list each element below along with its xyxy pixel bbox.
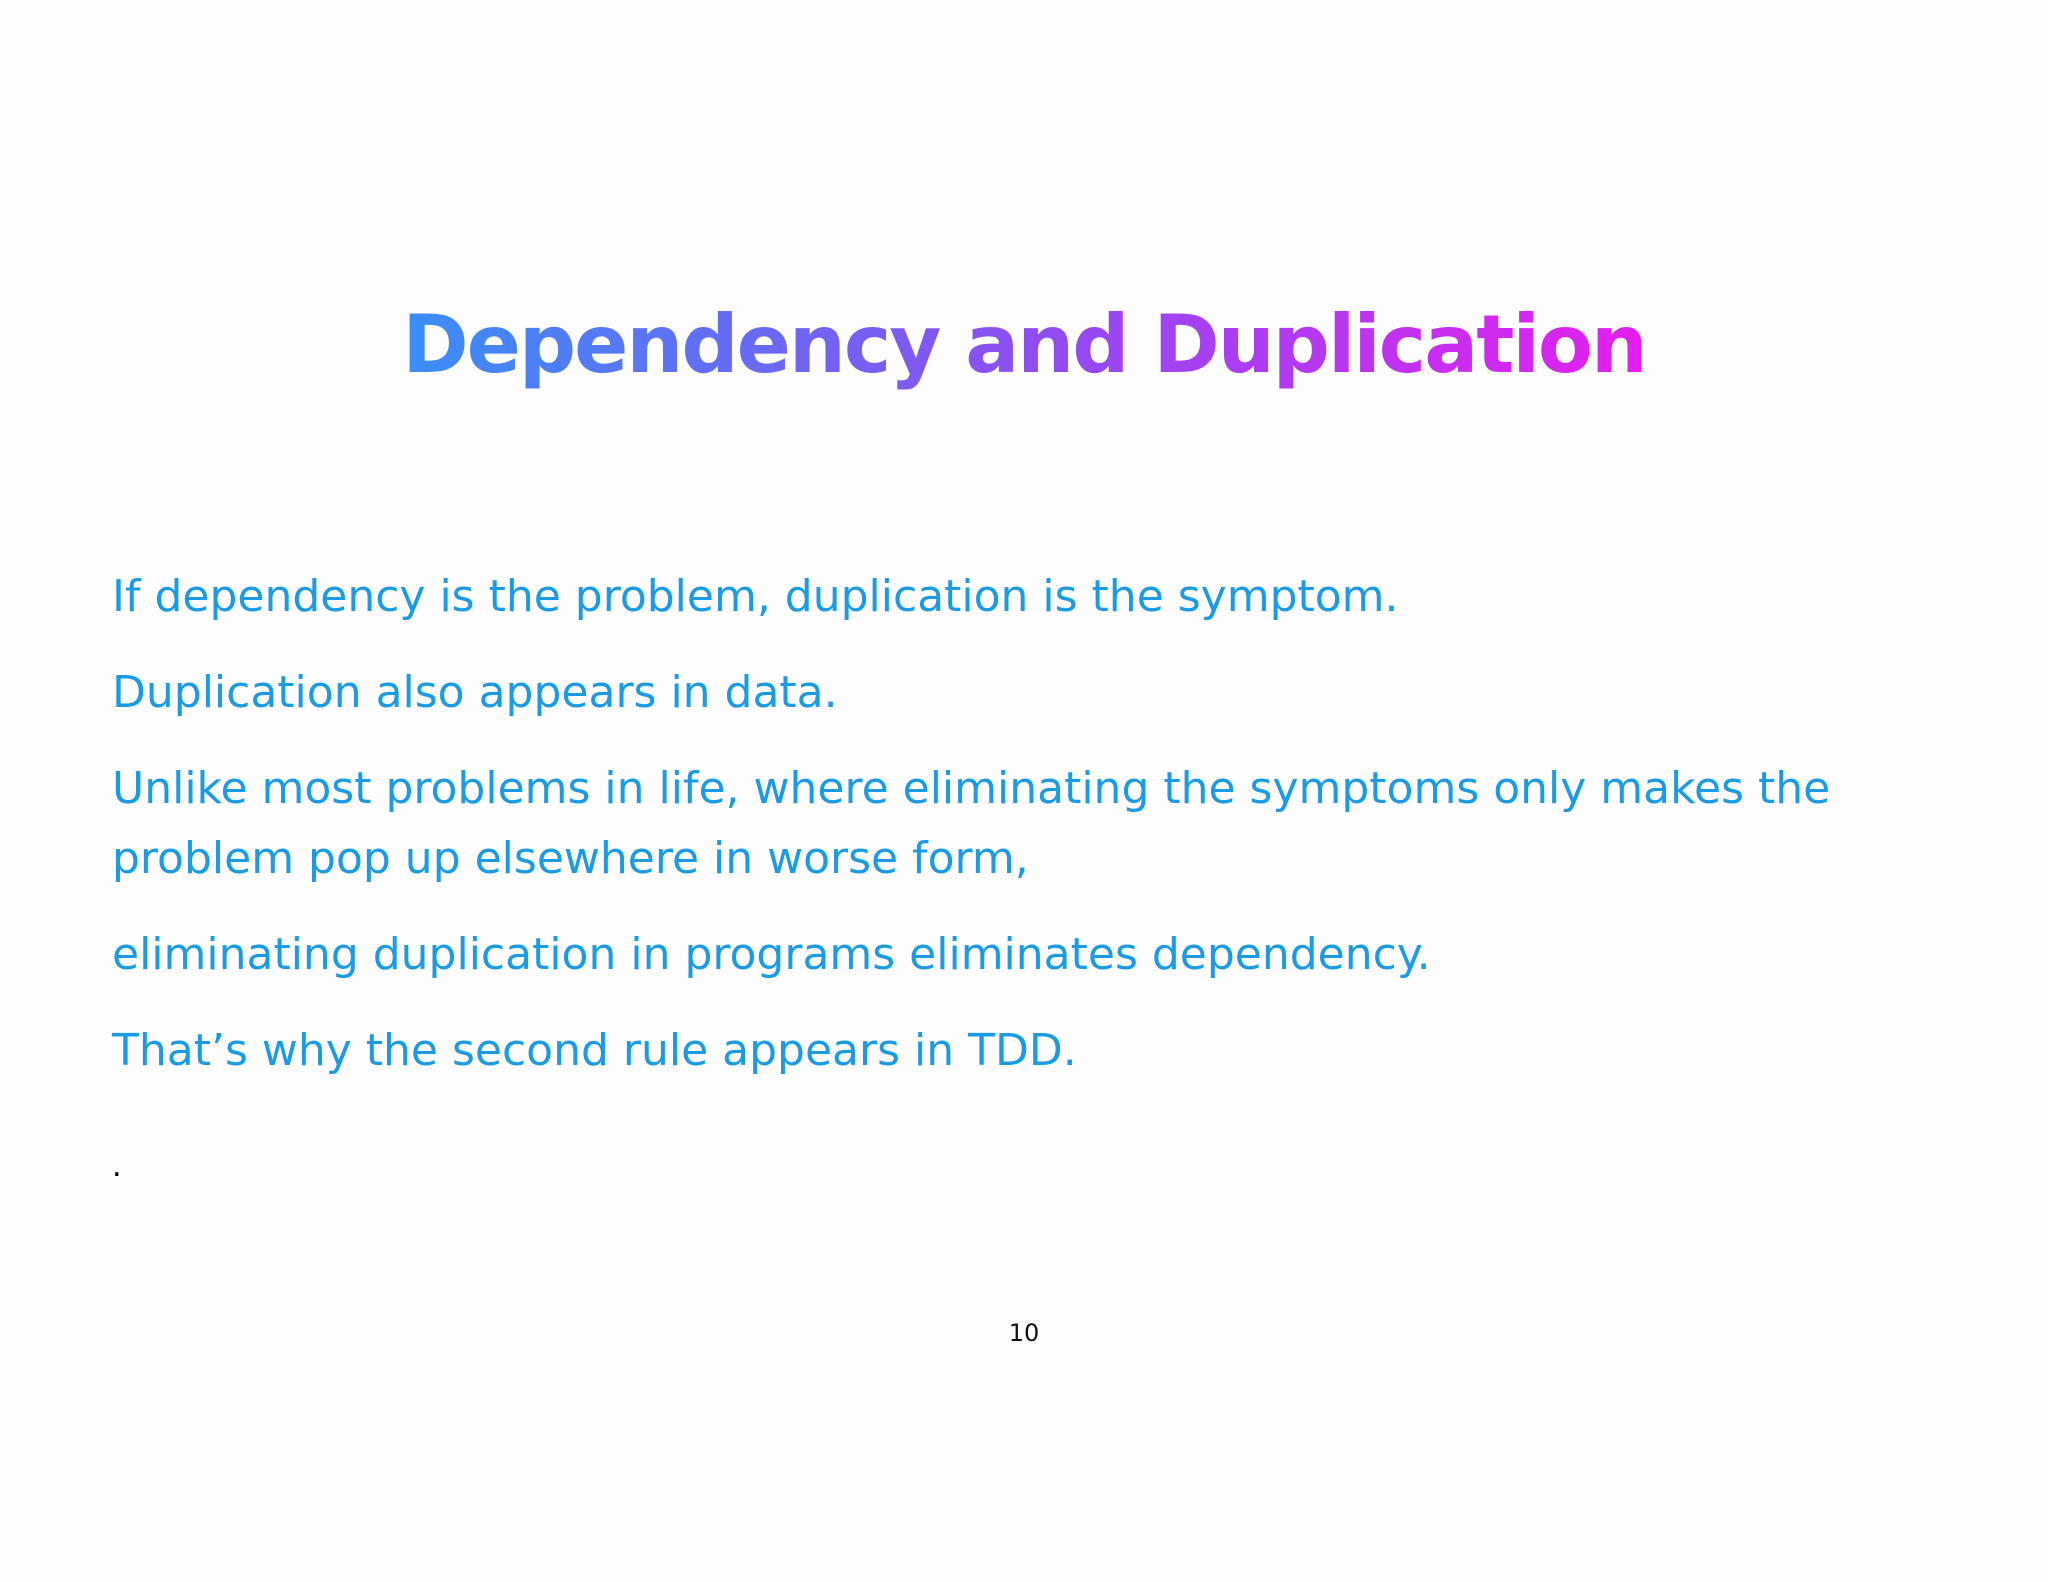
body-line: problem pop up elsewhere in worse form, bbox=[112, 833, 1029, 884]
body-line: eliminating duplication in programs eliminates dependency. bbox=[112, 929, 1431, 980]
body-line: That’s why the second rule appears in TDD. bbox=[112, 1025, 1077, 1076]
body-line: Unlike most problems in life, where eliminating the symptoms only makes the bbox=[112, 763, 1831, 814]
page-number: 10 bbox=[1008, 1319, 1040, 1347]
trailing-mark: . bbox=[112, 1149, 122, 1184]
slide-title bbox=[0, 290, 2048, 400]
body-line: Duplication also appears in data. bbox=[112, 667, 838, 718]
body-line: If dependency is the problem, duplication is the symptom. bbox=[112, 571, 1399, 622]
slide-title-text: Dependency and Duplication bbox=[402, 298, 1646, 391]
